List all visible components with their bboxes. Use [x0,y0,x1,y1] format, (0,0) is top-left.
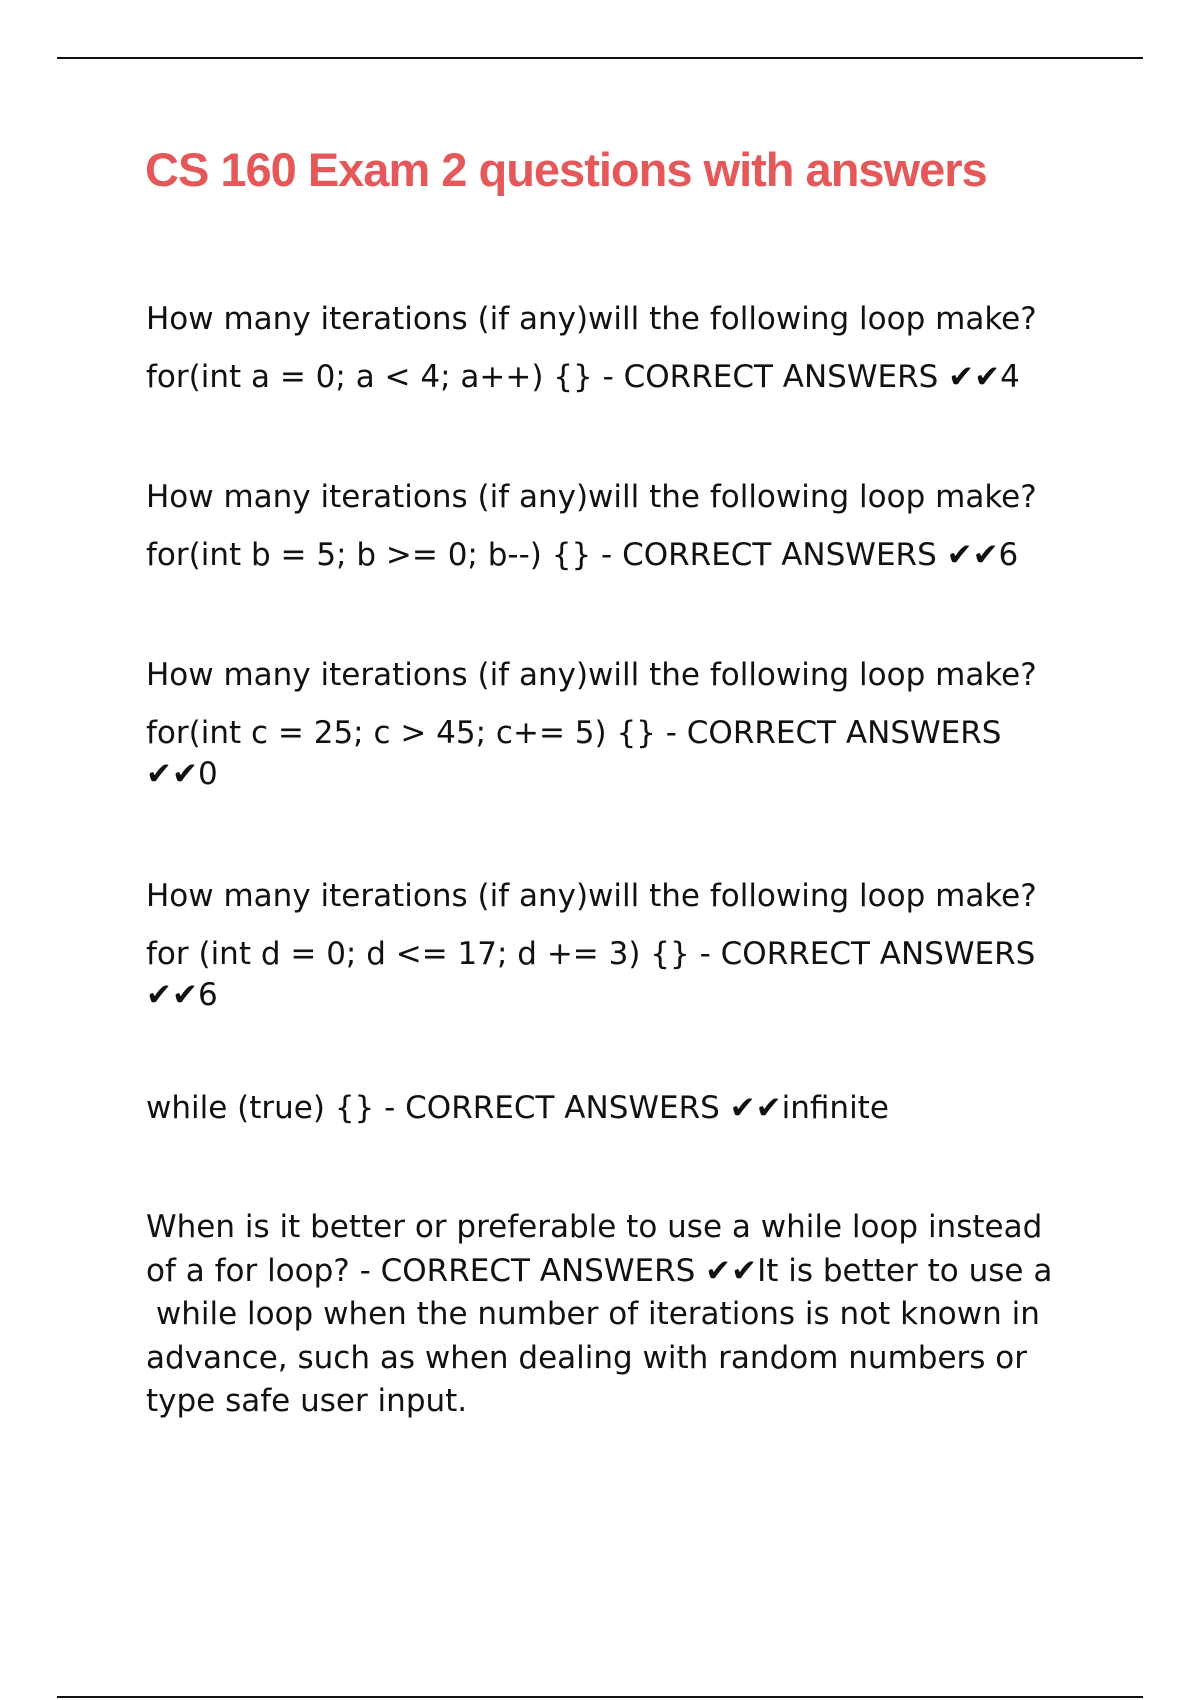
top-rule [57,57,1143,59]
page-title: CS 160 Exam 2 questions with answers [145,143,987,196]
answer-value: ✔✔0 [146,756,218,792]
code-answer-line: for(int b = 5; b >= 0; b--) {} - CORRECT ANSWERS ✔✔6 [146,537,1019,573]
answer-value: ✔✔6 [146,977,218,1013]
qa-item-5 [146,1087,1096,1130]
qa-item-3 [146,654,1096,796]
paragraph-line: When is it better or preferable to use a while loop instead [146,1209,1043,1245]
question-text: How many iterations (if any)will the following loop make? [146,301,1037,337]
qa-item-2 [146,476,1096,577]
paragraph-line: while loop when the number of iterations is not known in [146,1296,1040,1332]
question-text: How many iterations (if any)will the following loop make? [146,878,1037,914]
bottom-rule [57,1696,1143,1698]
qa-item-1 [146,298,1096,399]
qa-item-6 [146,1206,1096,1424]
paragraph-line: advance, such as when dealing with random numbers or [146,1339,1027,1376]
code-answer-line: for(int c = 25; c > 45; c+= 5) {} - CORRECT ANSWERS [146,715,1002,751]
document-body [146,298,1096,1424]
code-answer-line: for(int a = 0; a < 4; a++) {} - CORRECT ANSWERS ✔✔4 [146,359,1020,395]
question-text: How many iterations (if any)will the following loop make? [146,479,1037,515]
code-answer-line: while (true) {} - CORRECT ANSWERS ✔✔infinite [146,1090,889,1126]
qa-item-4 [146,875,1096,1017]
paragraph-line: of a for loop? - CORRECT ANSWERS ✔✔It is better to use a [146,1252,1053,1289]
code-answer-line: for (int d = 0; d <= 17; d += 3) {} - CORRECT ANSWERS [146,936,1036,972]
paragraph-line: type safe user input. [146,1383,468,1419]
question-text: How many iterations (if any)will the following loop make? [146,657,1037,693]
